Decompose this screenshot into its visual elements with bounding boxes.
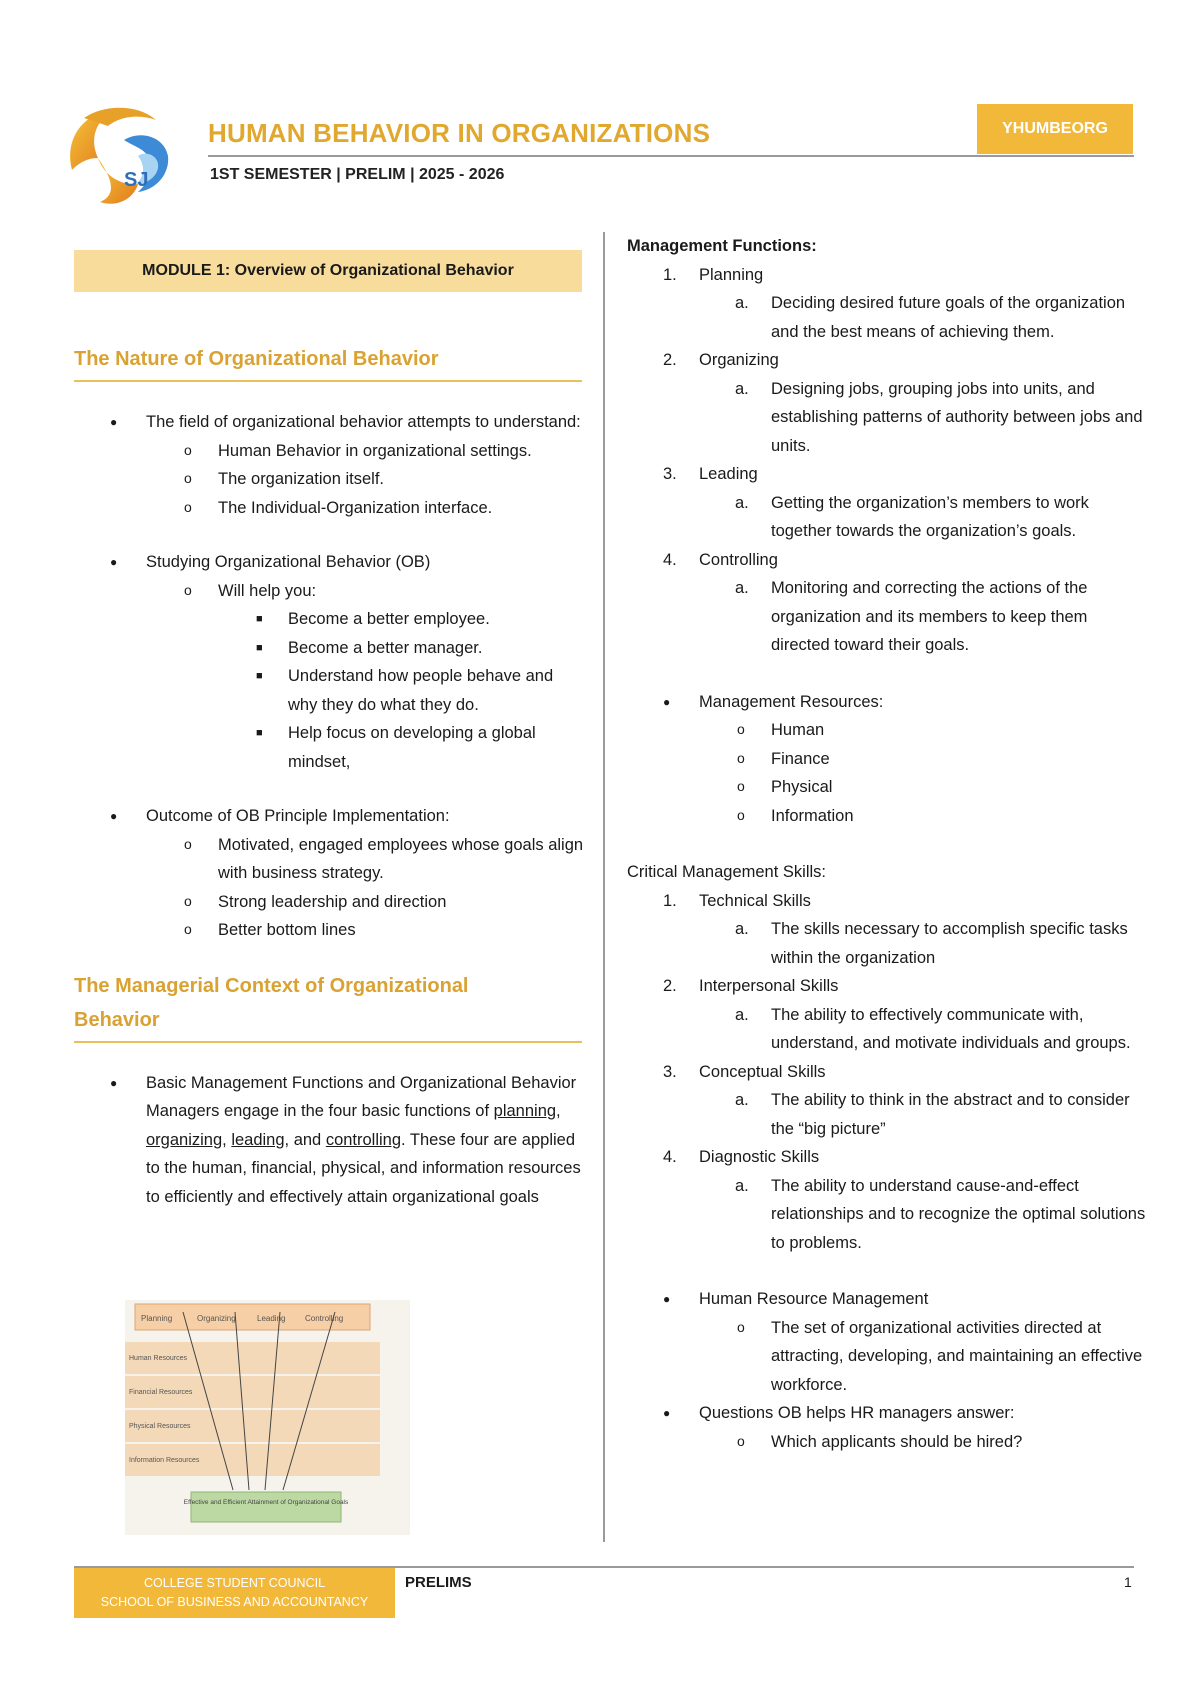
list-item: o Physical: [627, 773, 1147, 802]
critical-skills-title: Critical Management Skills:: [627, 863, 826, 881]
function-item: 1. Planning: [663, 265, 764, 284]
skill-desc: a. The ability to effectively communicate with, understand, and motivate individuals and groups.: [735, 1005, 1131, 1052]
list-item: o Will help you:: [74, 577, 584, 606]
paragraph-text: Managers engage in the four basic functions of: [146, 1102, 490, 1120]
list-item: o Human: [627, 716, 1147, 745]
management-functions-title: Management Functions:: [627, 237, 817, 255]
skill-desc: a. The skills necessary to accomplish specific tasks within the organization: [735, 920, 1128, 967]
footer-line1: COLLEGE STUDENT COUNCIL: [143, 1576, 326, 1590]
questions-title: ● Questions OB helps HR managers answer:: [627, 1399, 1147, 1428]
section-title-nature: The Nature of Organizational Behavior: [74, 348, 439, 370]
term-organizing: organizing: [146, 1130, 223, 1149]
diagram-resource-label: Information Resources: [129, 1457, 200, 1464]
skill-desc: a. The ability to think in the abstract and to consider the “big picture”: [735, 1091, 1130, 1138]
skill-desc: a. The ability to understand cause-and-effect relationships and to recognize the optimal solutions to problems.: [735, 1176, 1146, 1252]
function-item: 3. Leading: [663, 465, 758, 483]
footer-prelims-label: PRELIMS: [405, 1574, 472, 1591]
skill-item: 3. Conceptual Skills: [663, 1062, 826, 1081]
bullet-basic-functions: ● Basic Management Functions and Organizational Behavior Managers engage in the four basic functions of planning, organizing, leading, and controlling. These four are applied to the human, financial, physical, and information resources to efficiently and effectively attain organizational goals: [74, 1069, 584, 1212]
list-item: ■ Become a better manager.: [74, 634, 584, 663]
skill-item: 4. Diagnostic Skills: [663, 1148, 820, 1166]
skill-item: 2. Interpersonal Skills: [663, 977, 839, 995]
skill-item: 1. Technical Skills: [663, 891, 811, 910]
diagram-resource-label: Financial Resources: [129, 1389, 193, 1396]
diagram-resource-label: Human Resources: [129, 1355, 187, 1362]
list-item: o Which applicants should be hired?: [627, 1428, 1147, 1457]
right-column: [627, 232, 1147, 1456]
diagram-function-label: Planning: [141, 1314, 173, 1323]
term-planning: planning: [493, 1102, 557, 1120]
page-number: 1: [1124, 1574, 1132, 1590]
column-divider: [603, 232, 605, 1542]
list-item: ■ Become a better employee.: [74, 605, 584, 634]
footer-council-badge: [74, 1568, 395, 1618]
list-item: o Better bottom lines: [74, 916, 584, 945]
section-title-managerial: The Managerial Context of Organizational Behavior: [74, 974, 469, 1031]
list-item: o Human Behavior in organizational settings.: [74, 437, 584, 466]
list-item: ■ Help focus on developing a global mindset,: [74, 719, 584, 776]
term-leading: leading: [231, 1130, 285, 1149]
paragraph-text: . These four are applied to the human, financial, physical, and information resources to efficiently and effectively attain organizational goals: [146, 1130, 581, 1206]
hrm-desc: o The set of organizational activities directed at attracting, developing, and maintaining an effective workforce.: [627, 1314, 1147, 1400]
function-desc: a. Designing jobs, grouping jobs into units, and establishing patterns of authority between jobs and units.: [735, 379, 1143, 455]
function-desc: a. Getting the organization’s members to work together towards the organization’s goals.: [735, 493, 1089, 540]
footer-line2: SCHOOL OF BUSINESS AND ACCOUNTANCY: [100, 1595, 369, 1609]
management-resources-title: ● Management Resources:: [627, 688, 1147, 717]
function-item: 4. Controlling: [663, 550, 778, 569]
bullet-heading: Basic Management Functions and Organizational Behavior: [146, 1073, 577, 1092]
bullet-ob-outcome: ● Outcome of OB Principle Implementation:: [74, 802, 584, 831]
hrm-title: ● Human Resource Management: [627, 1285, 1147, 1314]
list-item: o Finance: [627, 745, 1147, 774]
function-desc: a. Monitoring and correcting the actions of the organization and its members to keep them directed toward their goals.: [735, 579, 1088, 654]
module-heading: MODULE 1: Overview of Organizational Behavior: [74, 250, 582, 292]
list-item: o Information: [627, 802, 1147, 831]
conjunction: and: [293, 1130, 322, 1149]
university-logo: [64, 100, 182, 212]
list-item: ■ Understand how people behave and why they do what they do.: [74, 662, 584, 719]
list-item: o Motivated, engaged employees whose goals align with business strategy.: [74, 831, 584, 888]
diagram-function-label: Controlling: [305, 1314, 344, 1323]
diagram-function-label: Leading: [257, 1314, 286, 1323]
document-subtitle: 1ST SEMESTER | PRELIM | 2025 - 2026: [210, 166, 505, 183]
diagram-goal-label: Effective and Efficient Attainment of Organizational Goals: [183, 1499, 349, 1506]
function-item: 2. Organizing: [663, 351, 779, 369]
term-controlling: controlling: [325, 1130, 402, 1149]
management-functions-diagram: [125, 1300, 410, 1535]
function-desc: a. Deciding desired future goals of the organization and the best means of achieving them.: [735, 294, 1126, 341]
list-item: o The Individual-Organization interface.: [74, 494, 584, 523]
diagram-function-label: Organizing: [197, 1314, 236, 1323]
svg-text:SJ: SJ: [124, 169, 149, 191]
list-item: o The organization itself.: [74, 465, 584, 494]
left-column: [74, 250, 584, 1211]
document-title: HUMAN BEHAVIOR IN ORGANIZATIONS: [208, 118, 711, 148]
list-item: o Strong leadership and direction: [74, 888, 584, 917]
diagram-resource-label: Physical Resources: [129, 1423, 191, 1430]
author-badge: YHUMBEORG: [977, 104, 1133, 154]
bullet-ob-understand: ● The field of organizational behavior attempts to understand:: [74, 408, 584, 437]
bullet-studying-ob: ● Studying Organizational Behavior (OB): [74, 548, 584, 577]
header-divider: [208, 155, 1134, 157]
